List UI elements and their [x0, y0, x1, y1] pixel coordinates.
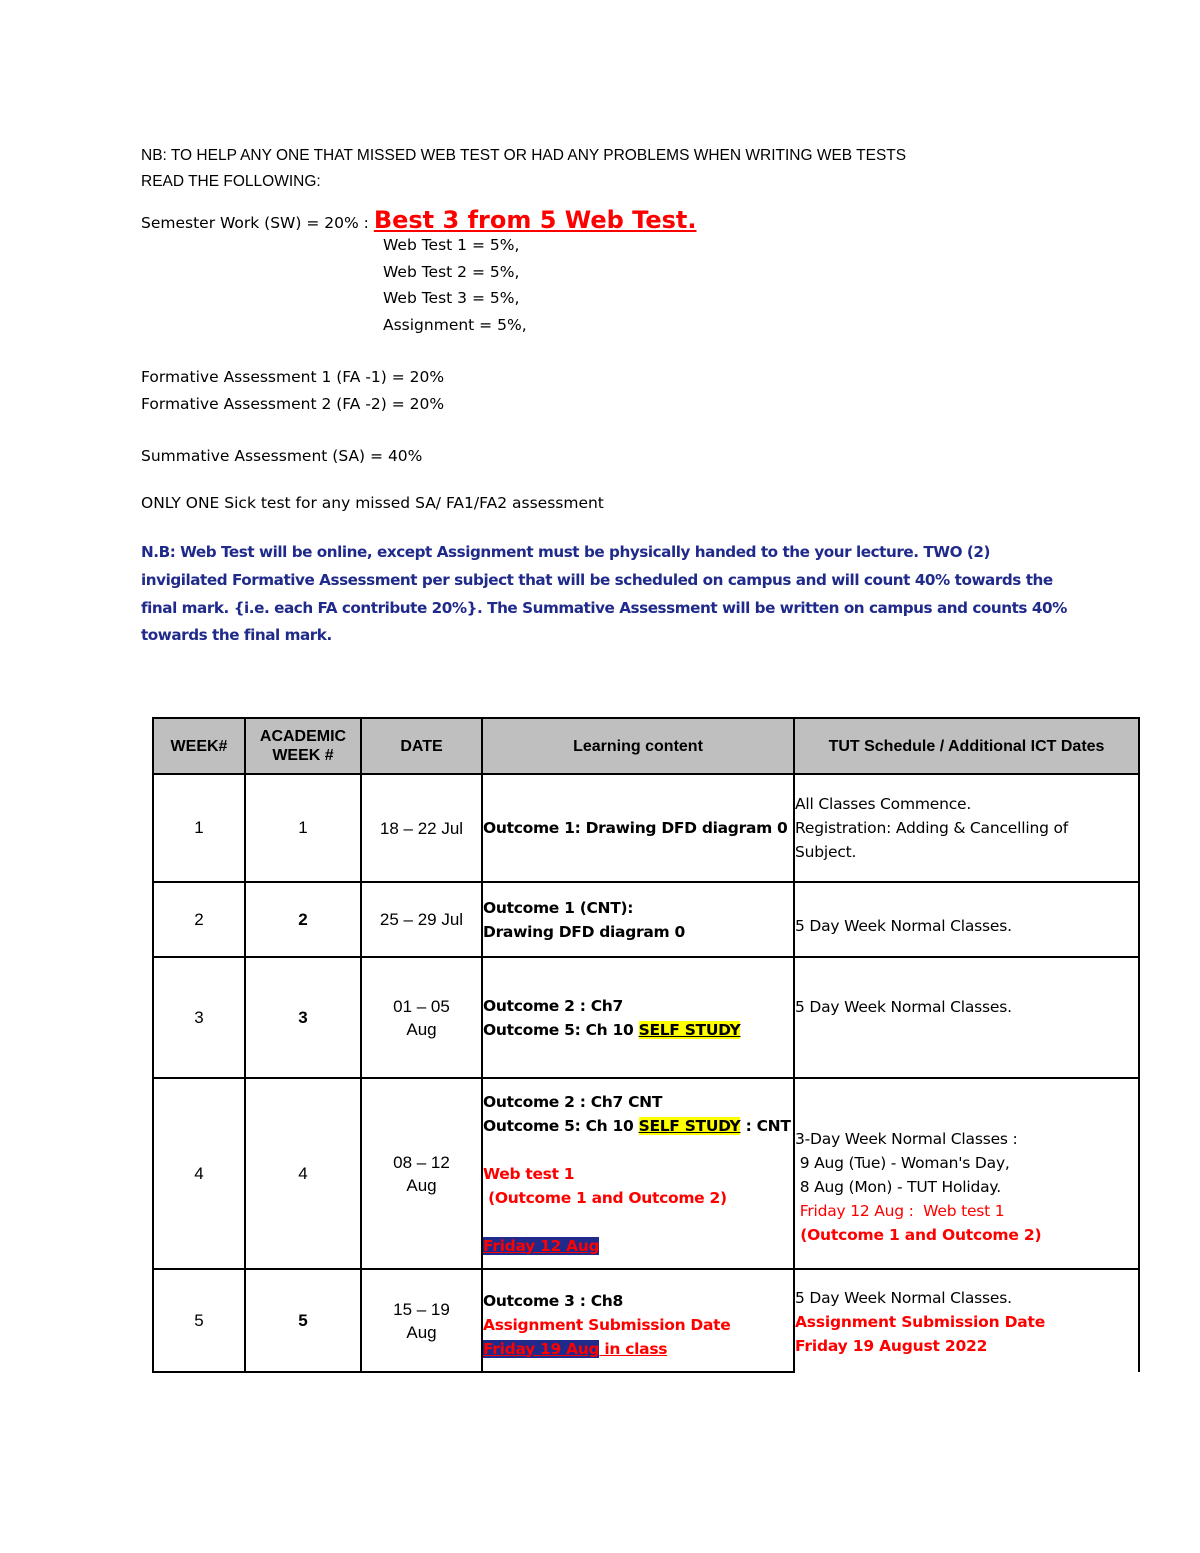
week-cell: 5: [153, 1269, 245, 1372]
week-cell: 2: [153, 882, 245, 957]
date-line: Aug: [406, 1175, 437, 1195]
date-line: Aug: [406, 1322, 437, 1342]
note-line-4: towards the final mark.: [141, 626, 332, 644]
week-cell: 1: [153, 774, 245, 882]
note-line-1: N.B: Web Test will be online, except Assignment must be physically handed to the your lecture. TWO (2): [141, 543, 990, 561]
schedule-line-red: Friday 12 Aug : Web test 1: [795, 1201, 1005, 1220]
schedule-table: [152, 717, 1140, 1373]
schedule-line-red: Assignment Submission Date: [795, 1313, 1046, 1331]
academic-week-cell: 3: [245, 957, 361, 1078]
self-study-highlight: SELF STUDY: [638, 1116, 741, 1135]
semester-work-label: Semester Work (SW) = 20% :: [141, 214, 369, 232]
fa1-weight: Formative Assessment 1 (FA -1) = 20%: [141, 368, 445, 386]
content-line-text: Outcome 5: Ch 10: [483, 1116, 639, 1135]
content-line-text: Outcome 5: Ch 10: [483, 1020, 639, 1039]
schedule-cell: [794, 1269, 1139, 1372]
schedule-line: 8 Aug (Mon) - TUT Holiday.: [795, 1177, 1001, 1196]
schedule-cell: [794, 1078, 1139, 1269]
academic-week-cell: 2: [245, 882, 361, 957]
date-line: 15 – 19: [393, 1299, 450, 1319]
schedule-line: 5 Day Week Normal Classes.: [795, 997, 1012, 1016]
learning-content-cell: [482, 957, 794, 1078]
sick-test-note: ONLY ONE Sick test for any missed SA/ FA1/FA2 assessment: [141, 494, 604, 512]
learning-content-cell: [482, 882, 794, 957]
schedule-cell: [794, 957, 1139, 1078]
web-test-label: Web test 1: [483, 1164, 575, 1183]
schedule-line-red: Friday 19 August 2022: [795, 1337, 988, 1355]
schedule-line: 9 Aug (Tue) - Woman's Day,: [795, 1153, 1010, 1172]
date-cell: 18 – 22 Jul: [361, 774, 482, 882]
schedule-line: All Classes Commence.: [795, 795, 972, 813]
best-of-web-tests: Best 3 from 5 Web Test.: [373, 206, 697, 234]
content-line: [483, 1114, 793, 1138]
web-test-2-weight: Web Test 2 = 5%,: [383, 263, 520, 281]
learning-content-cell: Outcome 1: Drawing DFD diagram 0: [482, 774, 794, 882]
table-row: [153, 1269, 1139, 1372]
in-class-label: in class: [599, 1339, 668, 1358]
table-row: [153, 1078, 1139, 1269]
web-test-scope: (Outcome 1 and Outcome 2): [483, 1188, 727, 1207]
date-cell: 25 – 29 Jul: [361, 882, 482, 957]
schedule-line: 5 Day Week Normal Classes.: [795, 1289, 1012, 1307]
date-line: 01 – 05: [393, 996, 450, 1016]
sa-weight: Summative Assessment (SA) = 40%: [141, 447, 423, 465]
cnt-suffix: : CNT: [740, 1116, 791, 1135]
week-cell: 4: [153, 1078, 245, 1269]
header-academic-week-label: ACADEMIC WEEK #: [259, 728, 347, 764]
week-cell: 3: [153, 957, 245, 1078]
learning-content-cell: [482, 1078, 794, 1269]
content-line: Outcome 1 (CNT):: [483, 898, 634, 917]
schedule-line-red: (Outcome 1 and Outcome 2): [795, 1225, 1042, 1244]
date-cell: [361, 1269, 482, 1372]
schedule-cell: [794, 774, 1139, 882]
spacer: [483, 1210, 793, 1234]
header-week: WEEK#: [153, 718, 245, 774]
schedule-line: 5 Day Week Normal Classes.: [795, 916, 1012, 935]
web-test-3-weight: Web Test 3 = 5%,: [383, 289, 520, 307]
learning-content-cell: [482, 1269, 794, 1372]
nb-heading-line2: READ THE FOLLOWING:: [141, 173, 321, 190]
friday-line: [483, 1234, 793, 1258]
schedule-line: Subject.: [795, 843, 857, 861]
schedule-line: 3-Day Week Normal Classes :: [795, 1129, 1018, 1148]
spacer: [483, 1138, 793, 1162]
assignment-label: Assignment Submission Date: [483, 1315, 731, 1334]
date-line: Aug: [406, 1019, 437, 1039]
note-line-2: invigilated Formative Assessment per subject that will be scheduled on campus and will count 40% towards the: [141, 571, 1053, 589]
content-line: Outcome 2 : Ch7: [483, 996, 623, 1015]
schedule-line: Registration: Adding & Cancelling of: [795, 819, 1068, 837]
table-header-row: [153, 718, 1139, 774]
content-line: Drawing DFD diagram 0: [483, 922, 685, 941]
content-line: [483, 1018, 793, 1042]
content-line: Outcome 2 : Ch7 CNT: [483, 1092, 663, 1111]
header-date: DATE: [361, 718, 482, 774]
assignment-weight: Assignment = 5%,: [383, 316, 527, 334]
semester-work-line: [141, 206, 697, 234]
academic-week-cell: 4: [245, 1078, 361, 1269]
note-line-3: final mark. {i.e. each FA contribute 20%}. The Summative Assessment will be written on campus and counts 40%: [141, 599, 1067, 617]
header-tut-schedule: TUT Schedule / Additional ICT Dates: [794, 718, 1139, 774]
academic-week-cell: 1: [245, 774, 361, 882]
academic-week-cell: 5: [245, 1269, 361, 1372]
table-row: [153, 882, 1139, 957]
schedule-cell: [794, 882, 1139, 957]
self-study-highlight: SELF STUDY: [638, 1020, 741, 1039]
web-test-1-weight: Web Test 1 = 5%,: [383, 236, 520, 254]
fa2-weight: Formative Assessment 2 (FA -2) = 20%: [141, 395, 445, 413]
date-cell: [361, 1078, 482, 1269]
friday-line: [483, 1337, 793, 1361]
date-cell: [361, 957, 482, 1078]
header-academic-week: [245, 718, 361, 774]
friday-highlight: Friday 19 Aug: [483, 1339, 600, 1358]
header-learning-content: Learning content: [482, 718, 794, 774]
nb-heading-line1: NB: TO HELP ANY ONE THAT MISSED WEB TEST OR HAD ANY PROBLEMS WHEN WRITING WEB TESTS: [141, 147, 907, 164]
table-row: [153, 957, 1139, 1078]
date-line: 08 – 12: [393, 1152, 450, 1172]
table-row: [153, 774, 1139, 882]
friday-highlight: Friday 12 Aug: [483, 1236, 600, 1255]
content-line: Outcome 3 : Ch8: [483, 1291, 623, 1310]
